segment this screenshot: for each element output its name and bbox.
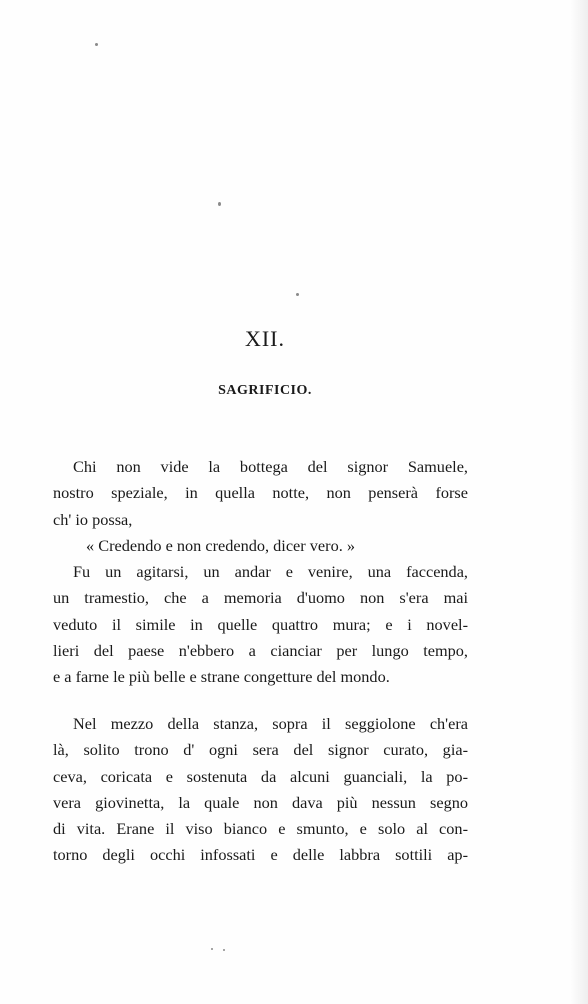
text-line: di vita. Erane il viso bianco e smunto, e solo al con-	[53, 819, 468, 839]
paper-speck	[95, 43, 98, 46]
text-line: nostro speziale, in quella notte, non penserà forse	[53, 483, 468, 503]
paper-speck	[296, 293, 299, 296]
quoted-verse: « Credendo e non credendo, dicer vero. »	[86, 535, 355, 555]
text-line: e a farne le più belle e strane congetture del mondo.	[53, 667, 390, 687]
paragraph-1	[53, 454, 468, 691]
text-line: torno degli occhi infossati e delle labbra sottili ap-	[53, 845, 468, 865]
page-edge-shadow	[570, 0, 588, 1004]
text-line: ch' io possa,	[53, 509, 133, 529]
text-line: Nel mezzo della stanza, sopra il seggiolone ch'era	[73, 714, 468, 733]
text-line: veduto il simile in quelle quattro mura; e i novel-	[53, 614, 468, 634]
text-line: un tramestio, che a memoria d'uomo non s'era mai	[53, 588, 468, 608]
text-line: Chi non vide la bottega del signor Samuele,	[73, 457, 468, 476]
chapter-title: SAGRIFICIO.	[218, 383, 312, 398]
paper-speck	[218, 202, 221, 206]
text-line: vera giovinetta, la quale non dava più nessun segno	[53, 792, 468, 812]
text-line: lieri del paese n'ebbero a cianciar per lungo tempo,	[53, 641, 468, 661]
chapter-number: XII.	[244, 326, 286, 351]
text-line: là, solito trono d' ogni sera del signor curato, gia-	[53, 740, 468, 760]
text-line: Fu un agitarsi, un andar e venire, una faccenda,	[73, 562, 468, 582]
paper-speck	[223, 949, 225, 951]
text-line: ceva, coricata e sostenuta da alcuni guanciali, la po-	[53, 766, 468, 786]
paragraph-2	[53, 711, 468, 869]
paper-speck	[211, 948, 213, 950]
